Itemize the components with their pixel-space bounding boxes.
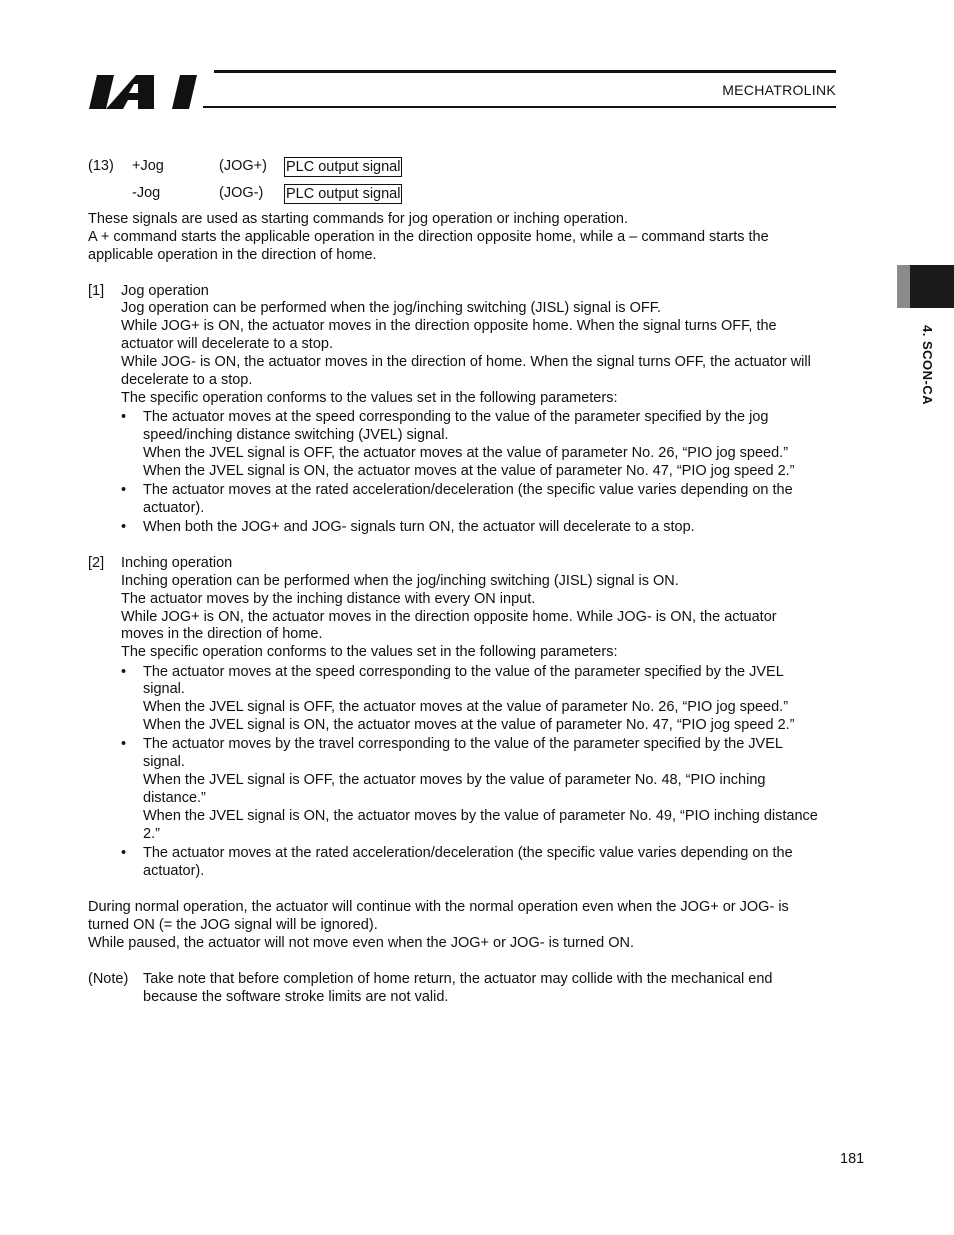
signal-code-jog-minus: (JOG-) [219, 185, 264, 201]
note-line: Take note that before completion of home return, the actuator may collide with the mechanical end [143, 971, 773, 987]
signal-number: (13) [88, 158, 114, 174]
jog-section-number: [1] [88, 283, 105, 299]
inching-line: moves in the direction of home. [121, 626, 323, 642]
side-tab-marker-dark [910, 265, 954, 308]
jog-bullet2-line: The actuator moves at the rated acceleration/deceleration (the specific value varies depending on the [143, 482, 793, 498]
inching-line: The specific operation conforms to the values set in the following parameters: [121, 644, 618, 660]
inching-bullet2-line: 2.” [143, 826, 160, 842]
inching-bullet1-line: signal. [143, 681, 185, 697]
bullet-glyph: • [121, 845, 127, 861]
normal-line: While paused, the actuator will not move even when the JOG+ or JOG- is turned ON. [88, 935, 635, 951]
bullet-glyph: • [121, 409, 127, 425]
intro-line: A + command starts the applicable operation in the direction opposite home, while a – command starts the [88, 229, 769, 245]
page-number: 181 [840, 1151, 865, 1167]
inching-bullet2-line: The actuator moves by the travel corresponding to the value of the parameter specified by the JVEL [143, 736, 783, 752]
jog-bullet1-line: When the JVEL signal is ON, the actuator moves at the value of parameter No. 47, “PIO jog speed 2.” [143, 463, 795, 479]
inching-bullet1-line: When the JVEL signal is ON, the actuator moves at the value of parameter No. 47, “PIO jog speed 2.” [143, 717, 795, 733]
bullet-glyph: • [121, 664, 127, 680]
inching-line: The actuator moves by the inching distance with every ON input. [121, 591, 536, 607]
inching-line: Inching operation can be performed when the jog/inching switching (JISL) signal is ON. [121, 573, 679, 589]
inching-line: While JOG+ is ON, the actuator moves in the direction opposite home. While JOG- is ON, the actuator [121, 609, 777, 625]
inching-section-title: Inching operation [121, 555, 233, 571]
inching-bullet2-line: When the JVEL signal is OFF, the actuator moves by the value of parameter No. 48, “PIO inching [143, 772, 766, 788]
bullet-glyph: • [121, 482, 127, 498]
inching-bullet3-line: actuator). [143, 863, 205, 879]
jog-bullet3-line: When both the JOG+ and JOG- signals turn ON, the actuator will decelerate to a stop. [143, 519, 695, 535]
inching-section-number: [2] [88, 555, 105, 571]
bullet-glyph: • [121, 519, 127, 535]
signal-name-jog-plus: +Jog [132, 158, 164, 174]
intro-line: These signals are used as starting commands for jog operation or inching operation. [88, 211, 629, 227]
normal-line: turned ON (= the JOG signal will be ignored). [88, 917, 378, 933]
signal-type-jog-minus: PLC output signal [286, 186, 401, 202]
signal-type-jog-plus: PLC output signal [286, 159, 401, 175]
jog-bullet1-line: speed/inching distance switching (JVEL) signal. [143, 427, 449, 443]
inching-bullet1-line: When the JVEL signal is OFF, the actuator moves at the value of parameter No. 26, “PIO jog speed.” [143, 699, 789, 715]
side-tab-label: 4. SCON-CA [920, 325, 935, 406]
side-tab-marker-grey [897, 265, 910, 308]
jog-line: The specific operation conforms to the values set in the following parameters: [121, 390, 618, 406]
iai-logo [88, 72, 208, 112]
signal-code-jog-plus: (JOG+) [219, 158, 267, 174]
inching-bullet2-line: signal. [143, 754, 185, 770]
bullet-glyph: • [121, 736, 127, 752]
jog-line: Jog operation can be performed when the jog/inching switching (JISL) signal is OFF. [121, 300, 662, 316]
inching-bullet2-line: When the JVEL signal is ON, the actuator moves by the value of parameter No. 49, “PIO inching distance [143, 808, 818, 824]
header-rule-top [214, 70, 836, 73]
jog-bullet1-line: The actuator moves at the speed corresponding to the value of the parameter specified by the jog [143, 409, 769, 425]
jog-line: actuator will decelerate to a stop. [121, 336, 333, 352]
header-section-label: MECHATROLINK [722, 82, 836, 98]
logo-text: IAI [88, 72, 90, 73]
header-rule-bottom [203, 106, 836, 108]
jog-section-title: Jog operation [121, 283, 209, 299]
signal-name-jog-minus: -Jog [132, 185, 161, 201]
inching-bullet1-line: The actuator moves at the speed corresponding to the value of the parameter specified by the JVEL [143, 664, 784, 680]
note-label: (Note) [88, 971, 129, 987]
jog-line: While JOG- is ON, the actuator moves in the direction of home. When the signal turns OFF, the actuator will [121, 354, 811, 370]
inching-bullet3-line: The actuator moves at the rated acceleration/deceleration (the specific value varies depending on the [143, 845, 793, 861]
jog-line: While JOG+ is ON, the actuator moves in the direction opposite home. When the signal turns OFF, the [121, 318, 777, 334]
jog-bullet2-line: actuator). [143, 500, 205, 516]
note-line: because the software stroke limits are not valid. [143, 989, 449, 1005]
jog-line: decelerate to a stop. [121, 372, 253, 388]
jog-bullet1-line: When the JVEL signal is OFF, the actuator moves at the value of parameter No. 26, “PIO jog speed.” [143, 445, 789, 461]
normal-line: During normal operation, the actuator will continue with the normal operation even when the JOG+ or JOG- is [88, 899, 789, 915]
intro-line: applicable operation in the direction of home. [88, 247, 377, 263]
inching-bullet2-line: distance.” [143, 790, 206, 806]
